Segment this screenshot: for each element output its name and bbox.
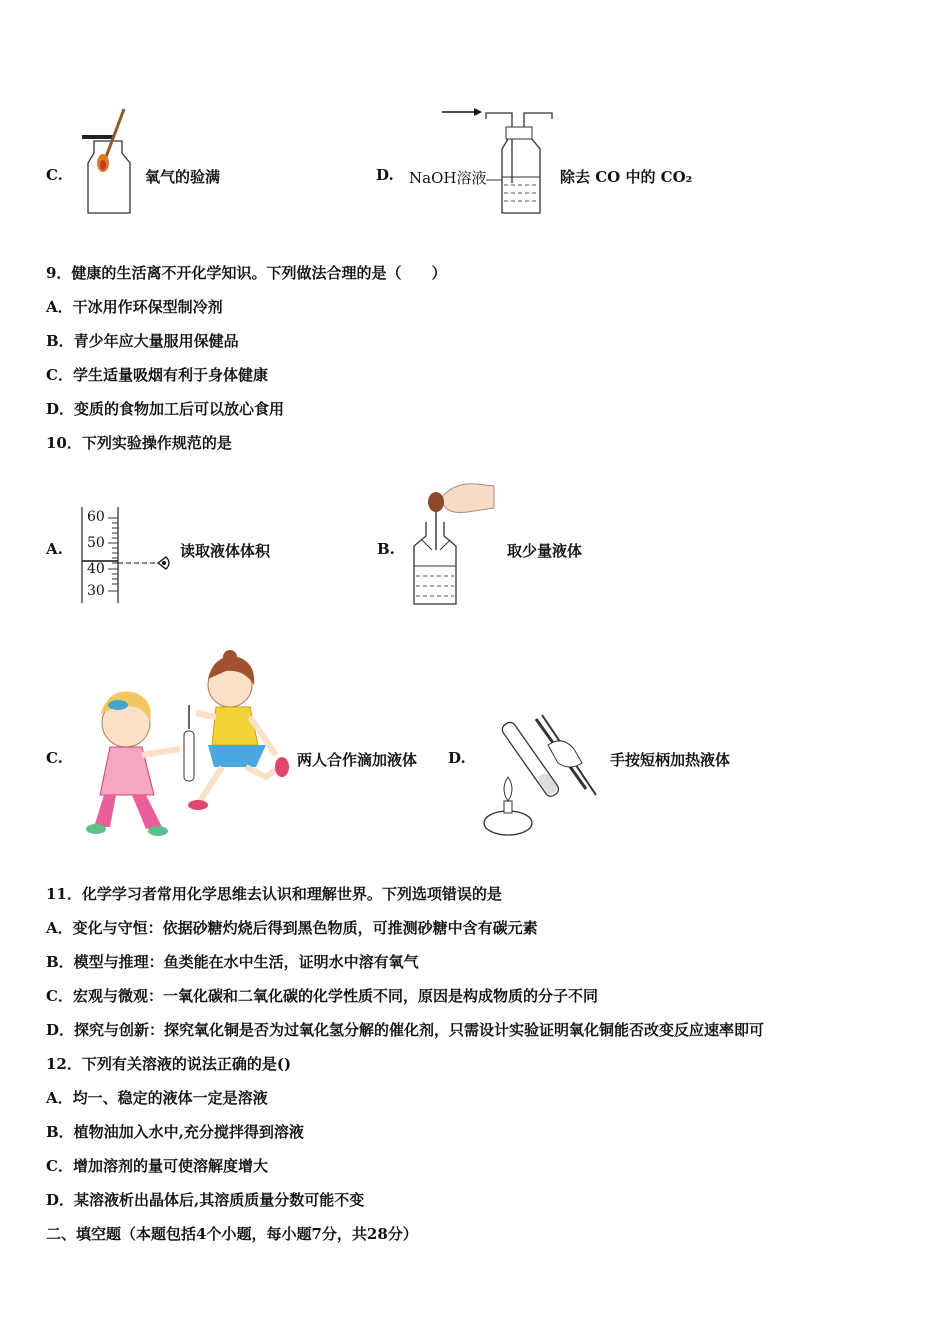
q12-option-c: C．增加溶剂的量可使溶解度增大	[46, 1157, 268, 1175]
q9-option-a: A．干冰用作环保型制冷剂	[46, 298, 223, 316]
gas-washing-bottle-figure	[440, 103, 556, 217]
q8-d-reagent: NaOH溶液	[409, 169, 487, 187]
q10-c-text: 两人合作滴加液体	[297, 751, 418, 769]
q9-option-c: C．学生适量吸烟有利于身体健康	[46, 366, 268, 384]
q9-option-d: D．变质的食物加工后可以放心食用	[46, 400, 285, 418]
dropper-bottle-figure	[406, 478, 498, 608]
q10-c-label: C.	[46, 749, 63, 767]
q11-option-c: C．宏观与微观：一氧化碳和二氧化碳的化学性质不同，原因是构成物质的分子不同	[46, 987, 598, 1005]
q10-b-label: B.	[377, 540, 395, 558]
oxygen-test-figure	[80, 105, 140, 217]
q10-d-label: D.	[448, 749, 466, 767]
section-2-heading: 二、填空题（本题包括4个小题，每小题7分，共28分）	[46, 1225, 418, 1243]
scale-label-60: 60	[87, 509, 105, 525]
q12-option-d: D．某溶液析出晶体后,其溶质质量分数可能不变	[46, 1191, 365, 1209]
q8-c-text: 氧气的验满	[145, 168, 221, 186]
q10-a-label: A.	[46, 540, 63, 558]
q11-option-a: A．变化与守恒：依据砂糖灼烧后得到黑色物质，可推测砂糖中含有碳元素	[46, 919, 538, 937]
q12-stem: 12．下列有关溶液的说法正确的是()	[46, 1055, 292, 1073]
q10-a-text: 读取液体体积	[180, 542, 271, 560]
q10-b-text: 取少量液体	[507, 542, 583, 560]
q12-option-b: B．植物油加入水中,充分搅拌得到溶液	[46, 1123, 304, 1141]
heating-test-tube-figure	[478, 705, 602, 840]
q10-d-text: 手按短柄加热液体	[610, 751, 731, 769]
q8-c-label: C.	[46, 166, 63, 184]
q9-stem: 9．健康的生活离不开化学知识。下列做法合理的是（ ）	[46, 264, 447, 282]
two-children-dropping-figure	[80, 645, 292, 840]
q8-d-label: D.	[376, 166, 394, 184]
scale-label-40: 40	[87, 561, 105, 577]
q11-option-b: B．模型与推理：鱼类能在水中生活，证明水中溶有氧气	[46, 953, 419, 971]
scale-label-50: 50	[87, 535, 105, 551]
scale-label-30: 30	[87, 583, 105, 599]
q10-stem: 10．下列实验操作规范的是	[46, 434, 232, 452]
q12-option-a: A．均一、稳定的液体一定是溶液	[46, 1089, 268, 1107]
q11-stem: 11．化学学习者常用化学思维去认识和理解世界。下列选项错误的是	[46, 885, 502, 903]
q11-option-d: D．探究与创新：探究氧化铜是否为过氧化氢分解的催化剂，只需设计实验证明氧化铜能否改变反应速率即可	[46, 1021, 765, 1039]
q9-option-b: B．青少年应大量服用保健品	[46, 332, 239, 350]
q8-d-text: 除去 CO 中的 CO₂	[560, 168, 693, 186]
